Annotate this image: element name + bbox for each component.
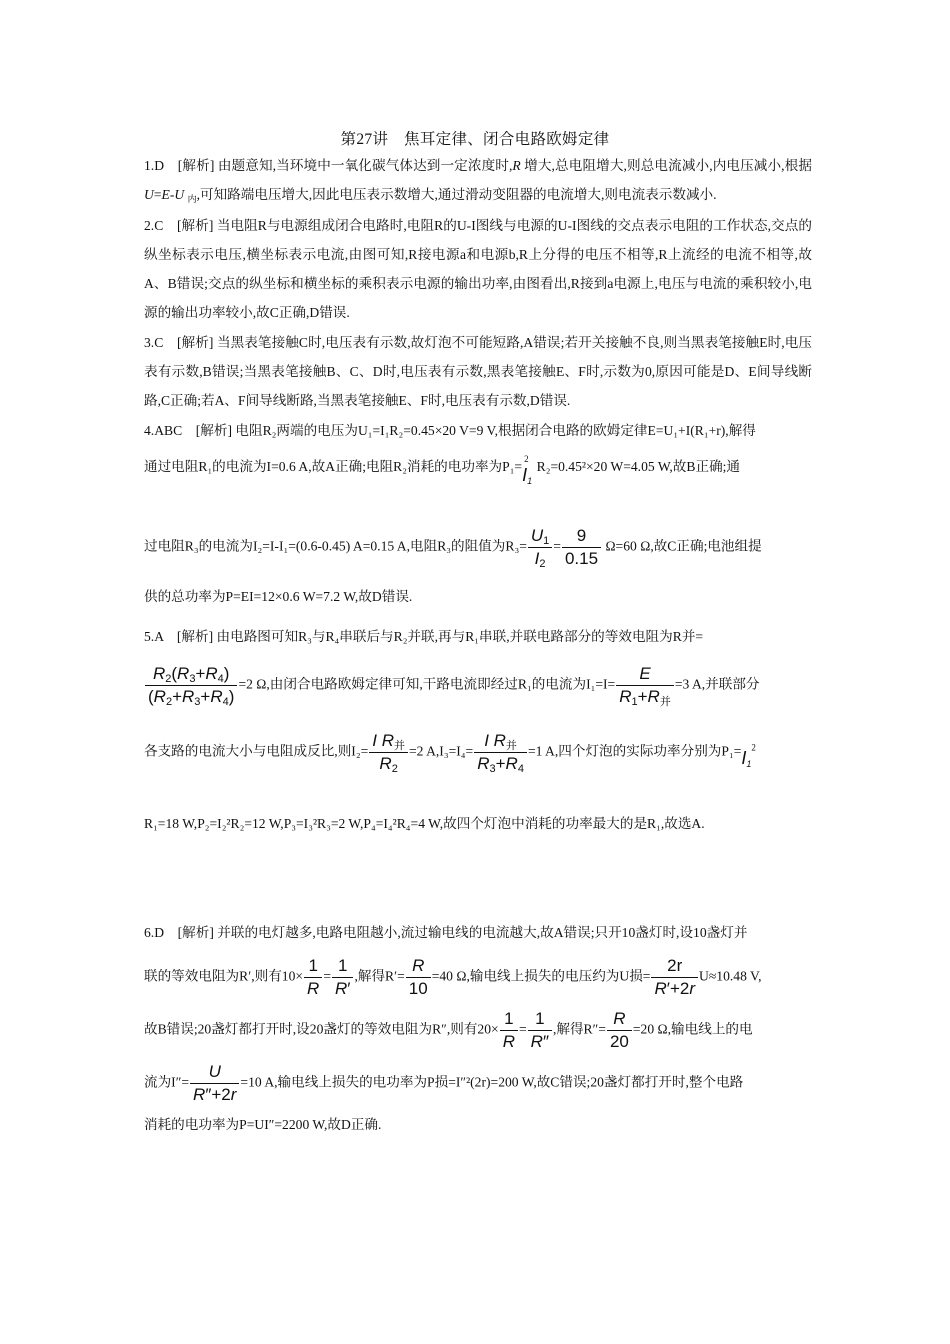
fraction-r-over-20: $\frac{R}{20}$ — [607, 1008, 632, 1053]
solution-6-line-3: 故B错误;20盏灯都打开时,设20盏灯的等效电阻为R″,则有20× $\frac{1}{R}$ = $\frac{1}{R''}$ ,解得R″= $\frac{R}{20}$ =20 Ω,输电线上的电 — [144, 1009, 753, 1051]
solution-4-text-1: 电阻R₂两端的电压为U₁=I₁R₂=0.45×20 V=9 V,根据闭合电路的欧姆定律E=U₁+I(R₁+r),解得 — [231, 423, 756, 438]
solution-1-part-2: 增大,总电阻增大,则总电流减小,内电压减小,根据 — [524, 158, 812, 173]
solution-5-line-3: 各支路的电流大小与电阻成反比,则I₂= $\frac{I R_并}{R_2}$ =2 A,I₃=I₄= $\frac{I R_并}{R_3+R_4}$ =1 A,四个灯泡的实际功率分别为$P_1=I_1^2$ — [144, 731, 756, 775]
solution-6-text-2c: =40 Ω,输电线上损失的电压约为U损= — [431, 968, 651, 984]
current-i1-squared: $I_1$ — [522, 465, 533, 486]
solution-5-line-4: R₁=18 W,P₂=I₂²R₂=12 W,P₃=I₃²R₃=2 W,P₄=I₄²R₄=4 W,故四个灯泡中消耗的功率最大的是R₁,故选A. — [144, 816, 705, 831]
solution-1-label: 1.D [解析] — [144, 158, 215, 173]
solution-6-text-4a: 流为I″= — [144, 1074, 190, 1090]
solution-2-label: 2.C [解析] — [144, 218, 214, 233]
solution-6-label: 6.D [解析] — [144, 925, 214, 940]
fraction-1-over-rdprime: $\frac{1}{R''}$ — [528, 1008, 552, 1053]
solution-3-text — [144, 328, 812, 415]
solution-2-text — [144, 211, 812, 327]
solution-5-line-2 — [144, 663, 812, 708]
solution-4-label: 4.ABC [解析] — [144, 423, 232, 438]
solution-3 — [144, 328, 812, 415]
solution-4-line-2: 通过电阻R₁的电流为I=0.6 A,故A正确;电阻R₂消耗的电功率为$P_1=I_1^2$ R₂=0.45²×20 W=4.05 W,故B正确;通 — [144, 454, 741, 486]
fraction-u-over-rdprime-2r: $\frac{U}{R''+2r}$ — [190, 1061, 239, 1106]
fraction-1-over-r-2: $\frac{1}{R}$ — [500, 1008, 518, 1053]
solution-3-label: 3.C [解析] — [144, 335, 214, 350]
solution-6-text-1: 并联的电灯越多,电路电阻越小,流过输电线的电流越大,故A错误;只开10盏灯时,设10盏灯并 — [213, 925, 748, 940]
solution-6-line-4 — [144, 1061, 812, 1106]
solution-6-line-1 — [144, 918, 812, 947]
solution-5-text-3c: =1 A,四个灯泡的实际功率分别为P₁= — [527, 743, 742, 759]
fraction-irpar-over-r2: $\frac{I R_并}{R_2}$ — [369, 730, 408, 775]
solution-1-part-3: ,可知路端电压增大,因此电压表示数增大,通过滑动变阻器的电流增大,则电流表示数减小. — [196, 187, 717, 202]
solution-5-text-3b: =2 A,I₃=I₄= — [408, 743, 474, 759]
solution-5-text-2a: =2 Ω,由闭合电路欧姆定律可知,干路电流即经过R₁的电流为I₁=I= — [238, 676, 616, 692]
current-i1-squared-2: $I_1$ — [741, 747, 752, 769]
solution-3-body: 当黑表笔接触C时,电压表有示数,故灯泡不可能短路,A错误;若开关接触不良,则当黑表笔接触E时,电压表有示数,B错误;当黑表笔接触B、C、D时,电压表有示数,黑表笔接触E、F时,示数为0,原因可能是D、E间导线断路,C正确;若A、F间导线断路,当黑表笔接触E、F时,电压表有示数,D错误. — [144, 335, 812, 408]
solution-5-text-3a: 各支路的电流大小与电阻成反比,则I₂= — [144, 743, 369, 759]
solution-5 — [144, 622, 812, 838]
solution-4-text-3a: 过电阻R₃的电流为I₂=I-I₁=(0.6-0.45) A=0.15 A,电阻R₃的阻值为R₃= — [144, 538, 527, 554]
solution-6-text-2b: ,解得R′= — [354, 968, 405, 984]
fraction-u1-over-i2: $\frac{U_1}{I_2}$ — [528, 525, 552, 570]
solution-6-line-2: 联的等效电阻为R′,则有10× $\frac{1}{R}$ = $\frac{1}{R'}$ ,解得R′= $\frac{R}{10}$ =40 Ω,输电线上损失的电压约为U损= $\frac{2r}{R'+2r}$ U≈10.48 V, — [144, 956, 762, 998]
solution-6-text-3b: ,解得R″= — [552, 1021, 606, 1037]
solution-4-text-2a: 通过电阻R₁的电流为I=0.6 A,故A正确;电阻R₂消耗的电功率为P₁= — [144, 459, 523, 474]
solution-1 — [144, 151, 812, 209]
fraction-9-over-015: $\frac{9}{0.15}$ — [562, 525, 601, 570]
solution-5-text-2b: =3 A,并联部分 — [674, 676, 760, 692]
fraction-e-over-r1-rpar: $\frac{E}{R_1+R_并}$ — [616, 663, 674, 708]
fraction-1-over-r: $\frac{1}{R}$ — [304, 955, 322, 1000]
solution-4 — [144, 416, 812, 611]
solution-2 — [144, 211, 812, 327]
solution-6-text-3a: 故B错误;20盏灯都打开时,设20盏灯的等效电阻为R″,则有20× — [144, 1021, 499, 1037]
solution-5-text-1: 由电路图可知R₃与R₄串联后与R₂并联,再与R₁串联,并联电路部分的等效电阻为R并= — [213, 629, 704, 644]
solution-2-body: 当电阻R与电源组成闭合电路时,电阻R的U-I图线与电源的U-I图线的交点表示电阻的工作状态,交点的纵坐标表示电压,横坐标表示电流,由图可知,R接电源a和电源b,R上分得的电压不相等,R上流经的电流不相等,故A、B错误;交点的纵坐标和横坐标的乘积表示电源的输出功率,由图看出,R接到a电源上,电压与电流的乘积较小,电源的输出功率较小,故C正确,D错误. — [144, 218, 812, 320]
solution-4-line-4: 供的总功率为P=EI=12×0.6 W=7.2 W,故D错误. — [144, 589, 413, 604]
solution-1-text: 1.D [解析] 由题意知,当环境中一氧化碳气体达到一定浓度时,R 增大,总电阻增大,则总电流减小,内电压减小,根据 U=E-U $_内$,可知路端电压增大,因此电压表示数增大,通过滑动变阻器的电流增大,则电流表示数减小. — [144, 158, 812, 204]
solution-4-text-2b: R₂=0.45²×20 W=4.05 W,故B正确;通 — [536, 459, 741, 474]
solution-5-line-1 — [144, 622, 812, 651]
solution-4-line-1 — [144, 416, 812, 445]
fraction-2r-over-rprime-2r: $\frac{2r}{R'+2r}$ — [651, 955, 698, 1000]
fraction-parallel-resistance: $\frac{R_2(R_3+R_4)}{(R_2+R_3+R_4)}$ — [145, 663, 237, 708]
solution-6 — [144, 918, 812, 1139]
fraction-1-over-rprime: $\frac{1}{R'}$ — [332, 955, 353, 1000]
solution-6-text-2a: 联的等效电阻为R′,则有10× — [144, 968, 304, 984]
solution-4-text-3b: Ω=60 Ω,故C正确;电池组提 — [605, 538, 762, 554]
solution-4-line-3: 过电阻R₃的电流为I₂=I-I₁=(0.6-0.45) A=0.15 A,电阻R₃的阻值为R₃= $\frac{U_1}{I_2}$ = $\frac{9}{0.15}$ Ω=60 Ω,故C正确;电池组提 — [144, 526, 762, 570]
solution-6-text-3c: =20 Ω,输电线上的电 — [632, 1021, 753, 1037]
solution-6-text-2d: U≈10.48 V, — [699, 968, 762, 984]
page-title: 第27讲 焦耳定律、闭合电路欧姆定律 — [340, 131, 610, 148]
solution-5-label: 5.A [解析] — [144, 629, 214, 644]
fraction-irpar-over-r3r4: $\frac{I R_并}{R_3+R_4}$ — [474, 730, 527, 775]
fraction-r-over-10: $\frac{R}{10}$ — [406, 955, 431, 1000]
solution-6-line-5: 消耗的电功率为P=UI″=2200 W,故D正确. — [144, 1117, 382, 1132]
solution-1-part-1: 由题意知,当环境中一氧化碳气体达到一定浓度时, — [214, 158, 513, 173]
solution-6-text-4b: =10 A,输电线上损失的电功率为P损=I″²(2r)=200 W,故C错误;20盏灯都打开时,整个电路 — [240, 1074, 744, 1090]
